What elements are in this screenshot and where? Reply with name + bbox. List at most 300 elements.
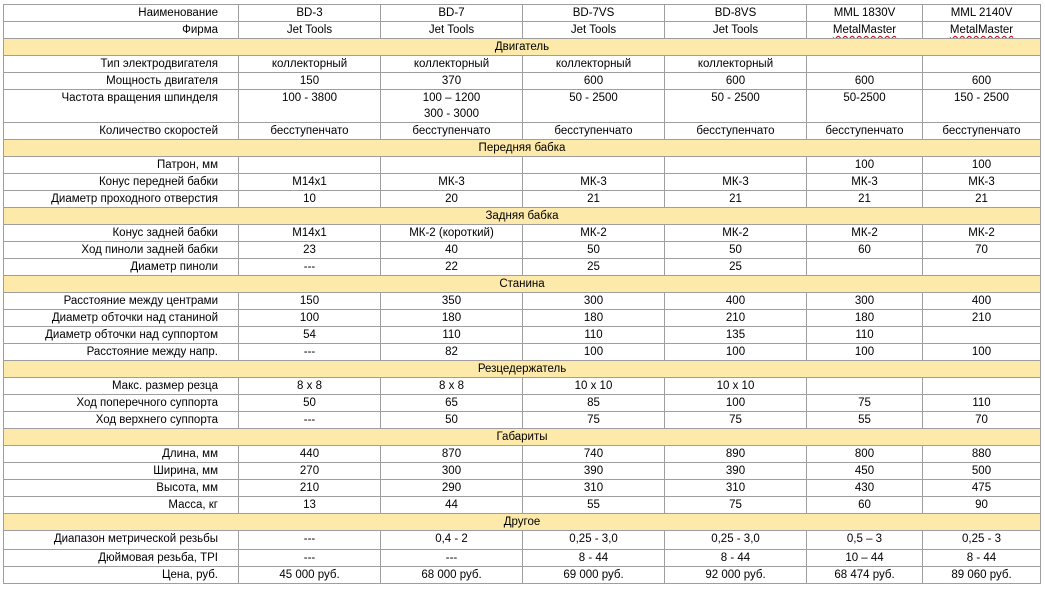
- value-cell: [807, 242, 923, 259]
- cell-value: 300: [583, 295, 604, 307]
- cell-value: бесступенчато: [412, 125, 491, 137]
- model-name: BD-7: [381, 5, 523, 22]
- table-row: [4, 90, 1041, 123]
- value-cell: [923, 123, 1041, 140]
- value-cell: [923, 310, 1041, 327]
- cell-value: 600: [583, 75, 604, 87]
- cell-value: МК-2 (короткий): [409, 227, 494, 239]
- cell-value: 68 474 руб.: [834, 569, 895, 581]
- value-cell: [807, 463, 923, 480]
- cell-value: 8 - 44: [966, 552, 997, 564]
- cell-value: 10 х 10: [574, 380, 613, 392]
- cell-value: МК-2: [722, 227, 749, 239]
- spec-table-body: [4, 5, 1041, 584]
- value-cell: [239, 90, 381, 123]
- row-label: Конус передней бабки: [4, 174, 239, 191]
- cell-value: МК-2: [968, 227, 995, 239]
- section-title: Габариты: [4, 429, 1041, 446]
- value-cell: [923, 259, 1041, 276]
- brand-cell: [923, 22, 1041, 39]
- brand-name: MetalMaster: [949, 24, 1014, 36]
- section-title: Двигатель: [4, 39, 1041, 56]
- value-cell: [381, 446, 523, 463]
- value-cell: [807, 123, 923, 140]
- value-cell: [923, 344, 1041, 361]
- value-cell: [665, 344, 807, 361]
- cell-value: 70: [975, 414, 988, 426]
- brand-name: Jet Tools: [428, 24, 475, 36]
- cell-value: 390: [583, 465, 604, 477]
- value-cell: [239, 310, 381, 327]
- cell-value: бесступенчато: [696, 125, 775, 137]
- row-label: Тип электродвигателя: [4, 56, 239, 73]
- value-cell: [523, 123, 665, 140]
- value-cell: [381, 531, 523, 550]
- value-cell: [807, 225, 923, 242]
- brand-name: MetalMaster: [832, 24, 897, 36]
- cell-value: 8 - 44: [578, 552, 609, 564]
- value-cell: [807, 550, 923, 567]
- value-cell: [523, 90, 665, 123]
- value-cell: [923, 293, 1041, 310]
- cell-value: 50: [729, 244, 742, 256]
- cell-value: бесступенчато: [270, 125, 349, 137]
- cell-value: 10 х 10: [716, 380, 755, 392]
- cell-value: МК-3: [580, 176, 607, 188]
- value-cell: [923, 378, 1041, 395]
- value-cell: [923, 90, 1041, 123]
- cell-value: 300: [854, 295, 875, 307]
- cell-value: бесступенчато: [942, 125, 1021, 137]
- cell-value: коллекторный: [697, 58, 774, 70]
- value-cell: [239, 550, 381, 567]
- cell-value: 180: [854, 312, 875, 324]
- table-row: [4, 344, 1041, 361]
- cell-value: 270: [299, 465, 320, 477]
- cell-value: 23: [303, 244, 316, 256]
- cell-value: 21: [587, 193, 600, 205]
- value-cell: [665, 174, 807, 191]
- value-cell: [923, 412, 1041, 429]
- model-name: BD-8VS: [665, 5, 807, 22]
- cell-value: 50-2500: [843, 92, 886, 104]
- cell-value: МК-3: [722, 176, 749, 188]
- cell-value: МК-2: [580, 227, 607, 239]
- cell-value: 890: [725, 448, 746, 460]
- brand-name: Jet Tools: [570, 24, 617, 36]
- cell-value: 10: [303, 193, 316, 205]
- value-cell: [807, 480, 923, 497]
- brand-cell: [665, 22, 807, 39]
- cell-value: ---: [303, 261, 316, 273]
- value-cell: [381, 395, 523, 412]
- row-label: Диаметр обточки над станиной: [4, 310, 239, 327]
- section-title: Задняя бабка: [4, 208, 1041, 225]
- value-cell: [523, 567, 665, 584]
- value-cell: [665, 56, 807, 73]
- value-cell: [523, 157, 665, 174]
- cell-value: 8 х 8: [439, 380, 464, 392]
- cell-value: 75: [729, 499, 742, 511]
- model-name: BD-3: [239, 5, 381, 22]
- cell-value: 100: [725, 397, 746, 409]
- value-cell: [665, 550, 807, 567]
- value-cell: [665, 225, 807, 242]
- cell-value: 55: [858, 414, 871, 426]
- value-cell: [807, 378, 923, 395]
- value-cell: [523, 395, 665, 412]
- table-row: [4, 550, 1041, 567]
- value-cell: [381, 90, 523, 123]
- table-row: [4, 395, 1041, 412]
- value-cell: [923, 463, 1041, 480]
- cell-value: 210: [299, 482, 320, 494]
- value-cell: [923, 242, 1041, 259]
- row-label: Диаметр пиноли: [4, 259, 239, 276]
- cell-value: бесступенчато: [825, 125, 904, 137]
- value-cell: [807, 395, 923, 412]
- value-cell: [665, 463, 807, 480]
- value-cell: [381, 550, 523, 567]
- cell-value: бесступенчато: [554, 125, 633, 137]
- value-cell: [381, 225, 523, 242]
- cell-value: 50: [445, 414, 458, 426]
- row-label: Диаметр проходного отверстия: [4, 191, 239, 208]
- cell-value: 60: [858, 244, 871, 256]
- value-cell: [923, 446, 1041, 463]
- cell-value: 55: [587, 499, 600, 511]
- cell-value: 475: [971, 482, 992, 494]
- cell-value: 54: [303, 329, 316, 341]
- value-cell: [239, 446, 381, 463]
- value-cell: [381, 480, 523, 497]
- brand-cell: [381, 22, 523, 39]
- value-cell: [381, 327, 523, 344]
- row-label: Ход верхнего суппорта: [4, 412, 239, 429]
- section-header: [4, 429, 1041, 446]
- cell-value: 50 - 2500: [569, 92, 618, 104]
- table-row: [4, 446, 1041, 463]
- cell-value: 150: [299, 75, 320, 87]
- cell-value: 100 - 3800: [282, 92, 337, 104]
- value-cell: [381, 191, 523, 208]
- cell-value: 68 000 руб.: [421, 569, 482, 581]
- cell-value: коллекторный: [271, 58, 348, 70]
- cell-value: 8 - 44: [720, 552, 751, 564]
- cell-value: 100: [299, 312, 320, 324]
- value-cell: [923, 480, 1041, 497]
- cell-value: 21: [729, 193, 742, 205]
- cell-value: 110: [584, 329, 603, 341]
- cell-value: 310: [583, 482, 604, 494]
- cell-value: 110: [855, 329, 874, 341]
- value-cell: [665, 73, 807, 90]
- row-label: Макс. размер резца: [4, 378, 239, 395]
- value-cell: [523, 242, 665, 259]
- cell-value: ---: [303, 346, 316, 358]
- value-cell: [807, 56, 923, 73]
- value-cell: [523, 497, 665, 514]
- table-row: [4, 225, 1041, 242]
- row-label: Цена, руб.: [4, 567, 239, 584]
- cell-value: МК-2: [851, 227, 878, 239]
- spec-table: [3, 4, 1041, 584]
- table-row: [4, 412, 1041, 429]
- value-cell: [807, 310, 923, 327]
- table-row: [4, 293, 1041, 310]
- value-cell: [665, 480, 807, 497]
- value-cell: [381, 378, 523, 395]
- value-cell: [239, 293, 381, 310]
- cell-value: 25: [729, 261, 742, 273]
- section-title: Другое: [4, 514, 1041, 531]
- value-cell: [523, 293, 665, 310]
- value-cell: [807, 531, 923, 550]
- cell-value: 0,5 – 3: [846, 533, 883, 545]
- row-label: Диапазон метрической резьбы: [4, 531, 239, 550]
- cell-value: 75: [587, 414, 600, 426]
- value-cell: [923, 56, 1041, 73]
- model-name: MML 2140V: [923, 5, 1041, 22]
- table-row: [4, 123, 1041, 140]
- value-cell: [523, 56, 665, 73]
- value-cell: [665, 378, 807, 395]
- cell-value: 450: [854, 465, 875, 477]
- value-cell: [239, 157, 381, 174]
- cell-value: 870: [441, 448, 462, 460]
- value-cell: [523, 310, 665, 327]
- value-cell: [381, 567, 523, 584]
- cell-value: 92 000 руб.: [705, 569, 766, 581]
- value-cell: [239, 123, 381, 140]
- cell-value: 100: [583, 346, 604, 358]
- value-cell: [665, 327, 807, 344]
- section-title: Передняя бабка: [4, 140, 1041, 157]
- value-cell: [381, 56, 523, 73]
- cell-value: 310: [725, 482, 746, 494]
- value-cell: [807, 90, 923, 123]
- value-cell: [239, 395, 381, 412]
- value-cell: [381, 174, 523, 191]
- row-label: Дюймовая резьба, TPI: [4, 550, 239, 567]
- cell-value: 500: [971, 465, 992, 477]
- table-row: [4, 259, 1041, 276]
- cell-value: М14х1: [292, 227, 327, 239]
- cell-value: 75: [729, 414, 742, 426]
- value-cell: [665, 191, 807, 208]
- value-cell: [807, 259, 923, 276]
- value-cell: [923, 497, 1041, 514]
- brand-name: Jet Tools: [286, 24, 333, 36]
- cell-value: 300: [441, 465, 462, 477]
- cell-value: 600: [971, 75, 992, 87]
- value-cell: [239, 174, 381, 191]
- row-label: Фирма: [4, 22, 239, 39]
- value-cell: [381, 73, 523, 90]
- table-row: [4, 378, 1041, 395]
- cell-value: 0,25 - 3,0: [711, 533, 760, 545]
- cell-value: 440: [299, 448, 320, 460]
- value-cell: [665, 259, 807, 276]
- cell-value: 210: [725, 312, 746, 324]
- cell-value: 150 - 2500: [954, 92, 1009, 104]
- value-cell: [381, 310, 523, 327]
- value-cell: [665, 497, 807, 514]
- cell-value: 44: [445, 499, 458, 511]
- value-cell: [523, 446, 665, 463]
- value-cell: [381, 412, 523, 429]
- cell-value: 210: [971, 312, 992, 324]
- row-label: Количество скоростей: [4, 123, 239, 140]
- row-label: Диаметр обточки над суппортом: [4, 327, 239, 344]
- cell-value: 740: [583, 448, 604, 460]
- row-label: Расстояние между центрами: [4, 293, 239, 310]
- value-cell: [665, 90, 807, 123]
- table-row: [4, 531, 1041, 550]
- table-row: [4, 56, 1041, 73]
- value-cell: [807, 327, 923, 344]
- cell-value: 85: [587, 397, 600, 409]
- cell-value: МК-3: [968, 176, 995, 188]
- value-cell: [381, 344, 523, 361]
- table-row: [4, 73, 1041, 90]
- cell-value: 50 - 2500: [711, 92, 760, 104]
- section-title: Резцедержатель: [4, 361, 1041, 378]
- cell-value: 75: [858, 397, 871, 409]
- value-cell: [523, 531, 665, 550]
- value-cell: [239, 378, 381, 395]
- cell-value: 100: [854, 346, 875, 358]
- table-row: [4, 567, 1041, 584]
- value-cell: [665, 446, 807, 463]
- cell-value: 13: [303, 499, 316, 511]
- cell-value: 350: [441, 295, 462, 307]
- value-cell: [807, 157, 923, 174]
- value-cell: [923, 327, 1041, 344]
- cell-value: 25: [587, 261, 600, 273]
- table-row: [4, 310, 1041, 327]
- value-cell: [523, 73, 665, 90]
- cell-value: М14х1: [292, 176, 327, 188]
- value-cell: [523, 259, 665, 276]
- cell-value: ---: [303, 533, 316, 545]
- cell-value: 50: [303, 397, 316, 409]
- value-cell: [923, 157, 1041, 174]
- value-cell: [523, 225, 665, 242]
- cell-value: 100: [971, 346, 992, 358]
- brand-cell: [523, 22, 665, 39]
- row-label: Частота вращения шпинделя: [4, 90, 239, 123]
- cell-value: 400: [725, 295, 746, 307]
- cell-value: 45 000 руб.: [279, 569, 340, 581]
- cell-value: 21: [975, 193, 988, 205]
- value-cell: [523, 550, 665, 567]
- value-cell: [807, 446, 923, 463]
- cell-value: 880: [971, 448, 992, 460]
- value-cell: [665, 412, 807, 429]
- value-cell: [523, 463, 665, 480]
- cell-value: 21: [858, 193, 871, 205]
- cell-value: МК-3: [851, 176, 878, 188]
- value-cell: [923, 225, 1041, 242]
- table-row: [4, 327, 1041, 344]
- value-cell: [239, 56, 381, 73]
- section-header: [4, 361, 1041, 378]
- value-cell: [381, 157, 523, 174]
- cell-value: 90: [975, 499, 988, 511]
- cell-value: 8 х 8: [297, 380, 322, 392]
- cell-value: коллекторный: [555, 58, 632, 70]
- row-label: Высота, мм: [4, 480, 239, 497]
- section-header: [4, 276, 1041, 293]
- row-label: Патрон, мм: [4, 157, 239, 174]
- cell-value: 0,25 - 3: [962, 533, 1001, 545]
- cell-value: 10 – 44: [845, 552, 884, 564]
- value-cell: [381, 497, 523, 514]
- section-header: [4, 39, 1041, 56]
- value-cell: [923, 567, 1041, 584]
- cell-value: 110: [972, 397, 991, 409]
- value-cell: [665, 123, 807, 140]
- section-title: Станина: [4, 276, 1041, 293]
- value-cell: [239, 531, 381, 550]
- cell-value: 110: [442, 329, 461, 341]
- value-cell: [807, 293, 923, 310]
- cell-value: 65: [445, 397, 458, 409]
- cell-value: 100: [971, 159, 992, 171]
- value-cell: [239, 73, 381, 90]
- table-row: [4, 463, 1041, 480]
- value-cell: [239, 225, 381, 242]
- value-cell: [923, 550, 1041, 567]
- cell-value: коллекторный: [413, 58, 490, 70]
- brand-name: Jet Tools: [712, 24, 759, 36]
- row-label: Масса, кг: [4, 497, 239, 514]
- cell-value: 600: [854, 75, 875, 87]
- cell-value: ---: [303, 414, 316, 426]
- value-cell: [807, 174, 923, 191]
- header-row-models: [4, 5, 1041, 22]
- value-cell: [665, 567, 807, 584]
- row-label: Наименование: [4, 5, 239, 22]
- value-cell: [807, 344, 923, 361]
- cell-value: 69 000 руб.: [563, 569, 624, 581]
- value-cell: [807, 497, 923, 514]
- value-cell: [923, 395, 1041, 412]
- value-cell: [381, 463, 523, 480]
- row-label: Мощность двигателя: [4, 73, 239, 90]
- value-cell: [923, 531, 1041, 550]
- value-cell: [523, 327, 665, 344]
- value-cell: [523, 174, 665, 191]
- value-cell: [381, 123, 523, 140]
- cell-value: 50: [587, 244, 600, 256]
- value-cell: [239, 344, 381, 361]
- cell-value: 600: [725, 75, 746, 87]
- section-header: [4, 514, 1041, 531]
- value-cell: [239, 242, 381, 259]
- value-cell: [381, 242, 523, 259]
- value-cell: [239, 480, 381, 497]
- value-cell: [239, 567, 381, 584]
- cell-value: 89 060 руб.: [951, 569, 1012, 581]
- value-cell: [923, 174, 1041, 191]
- table-row: [4, 497, 1041, 514]
- table-row: [4, 174, 1041, 191]
- model-name: MML 1830V: [807, 5, 923, 22]
- cell-value-extra: 300 - 3000: [424, 108, 479, 120]
- cell-value: 290: [441, 482, 462, 494]
